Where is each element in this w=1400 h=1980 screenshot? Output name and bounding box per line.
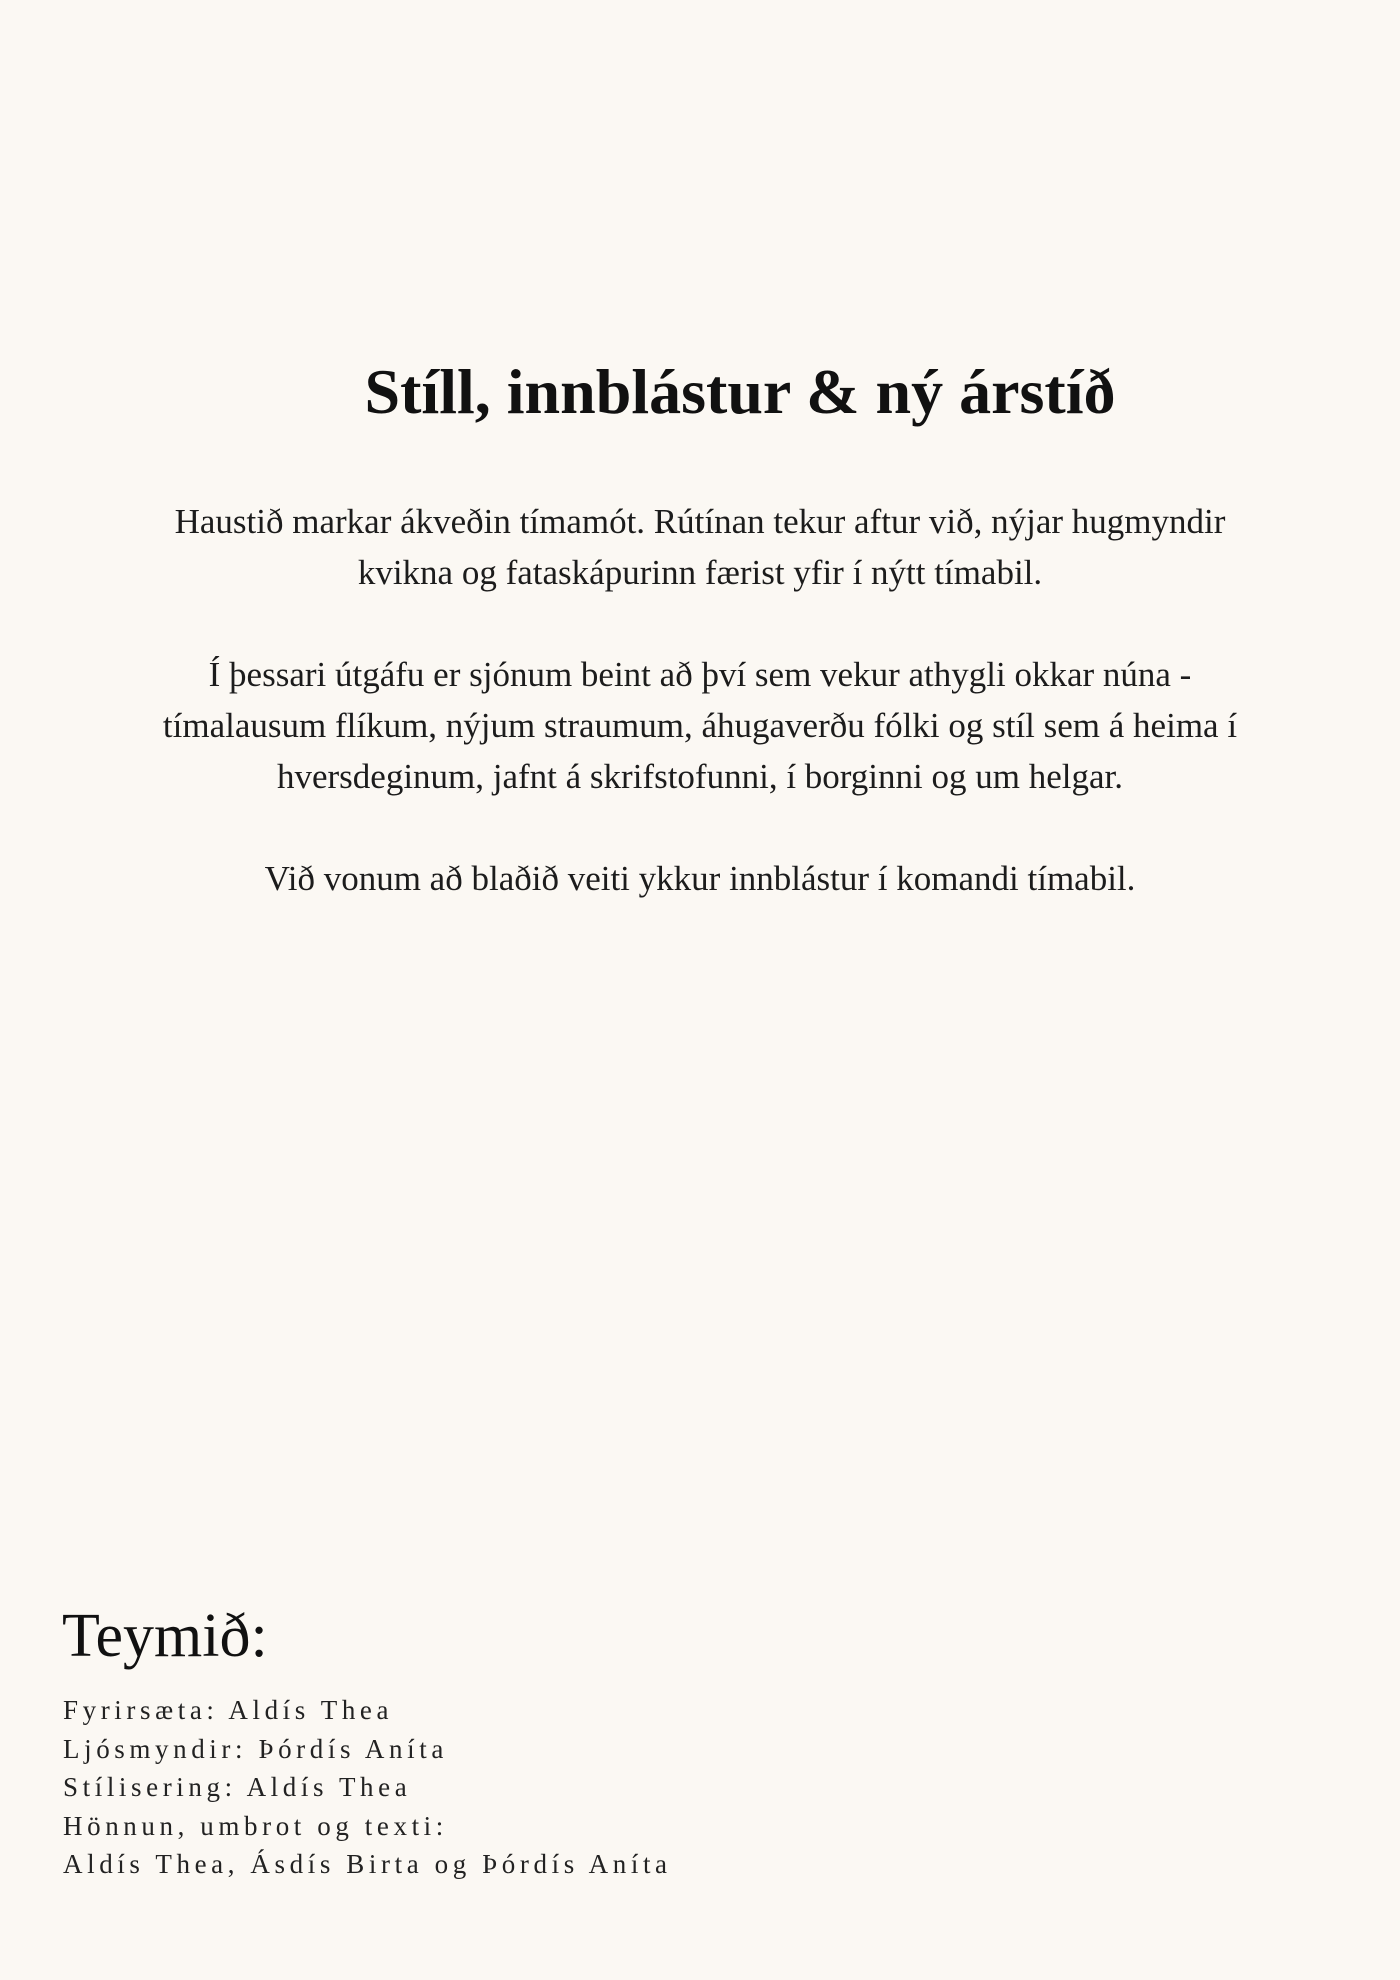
intro-text	[150, 496, 1250, 955]
credit-line-styling: Stílisering: Aldís Thea	[63, 1772, 412, 1802]
intro-paragraph: Í þessari útgáfu er sjónum beint að því sem vekur athygli okkar núna - tímalausum flíkum, nýjum straumum, áhugaverðu fólki og stíl sem á heima í hversdeginum, jafnt á skrifstofunni, í borginni og um helgar.	[162, 655, 1238, 796]
credit-line-model: Fyrirsæta: Aldís Thea	[63, 1695, 394, 1725]
page-title: Stíll, innblástur & ný árstíð	[364, 356, 1116, 427]
team-credits	[63, 1691, 672, 1884]
team-heading: Teymið:	[62, 1602, 268, 1670]
intro-paragraph: Haustið markar ákveðin tímamót. Rútínan tekur aftur við, nýjar hugmyndir kvikna og fataskápurinn færist yfir í nýtt tímabil.	[174, 502, 1226, 592]
credit-line-design-label: Hönnun, umbrot og texti:	[63, 1810, 448, 1841]
intro-paragraph: Við vonum að blaðið veiti ykkur innblástur í komandi tímabil.	[264, 859, 1136, 898]
credit-line-design-names: Aldís Thea, Ásdís Birta og Þórdís Aníta	[63, 1849, 672, 1879]
credit-line-photography: Ljósmyndir: Þórdís Aníta	[63, 1733, 448, 1764]
